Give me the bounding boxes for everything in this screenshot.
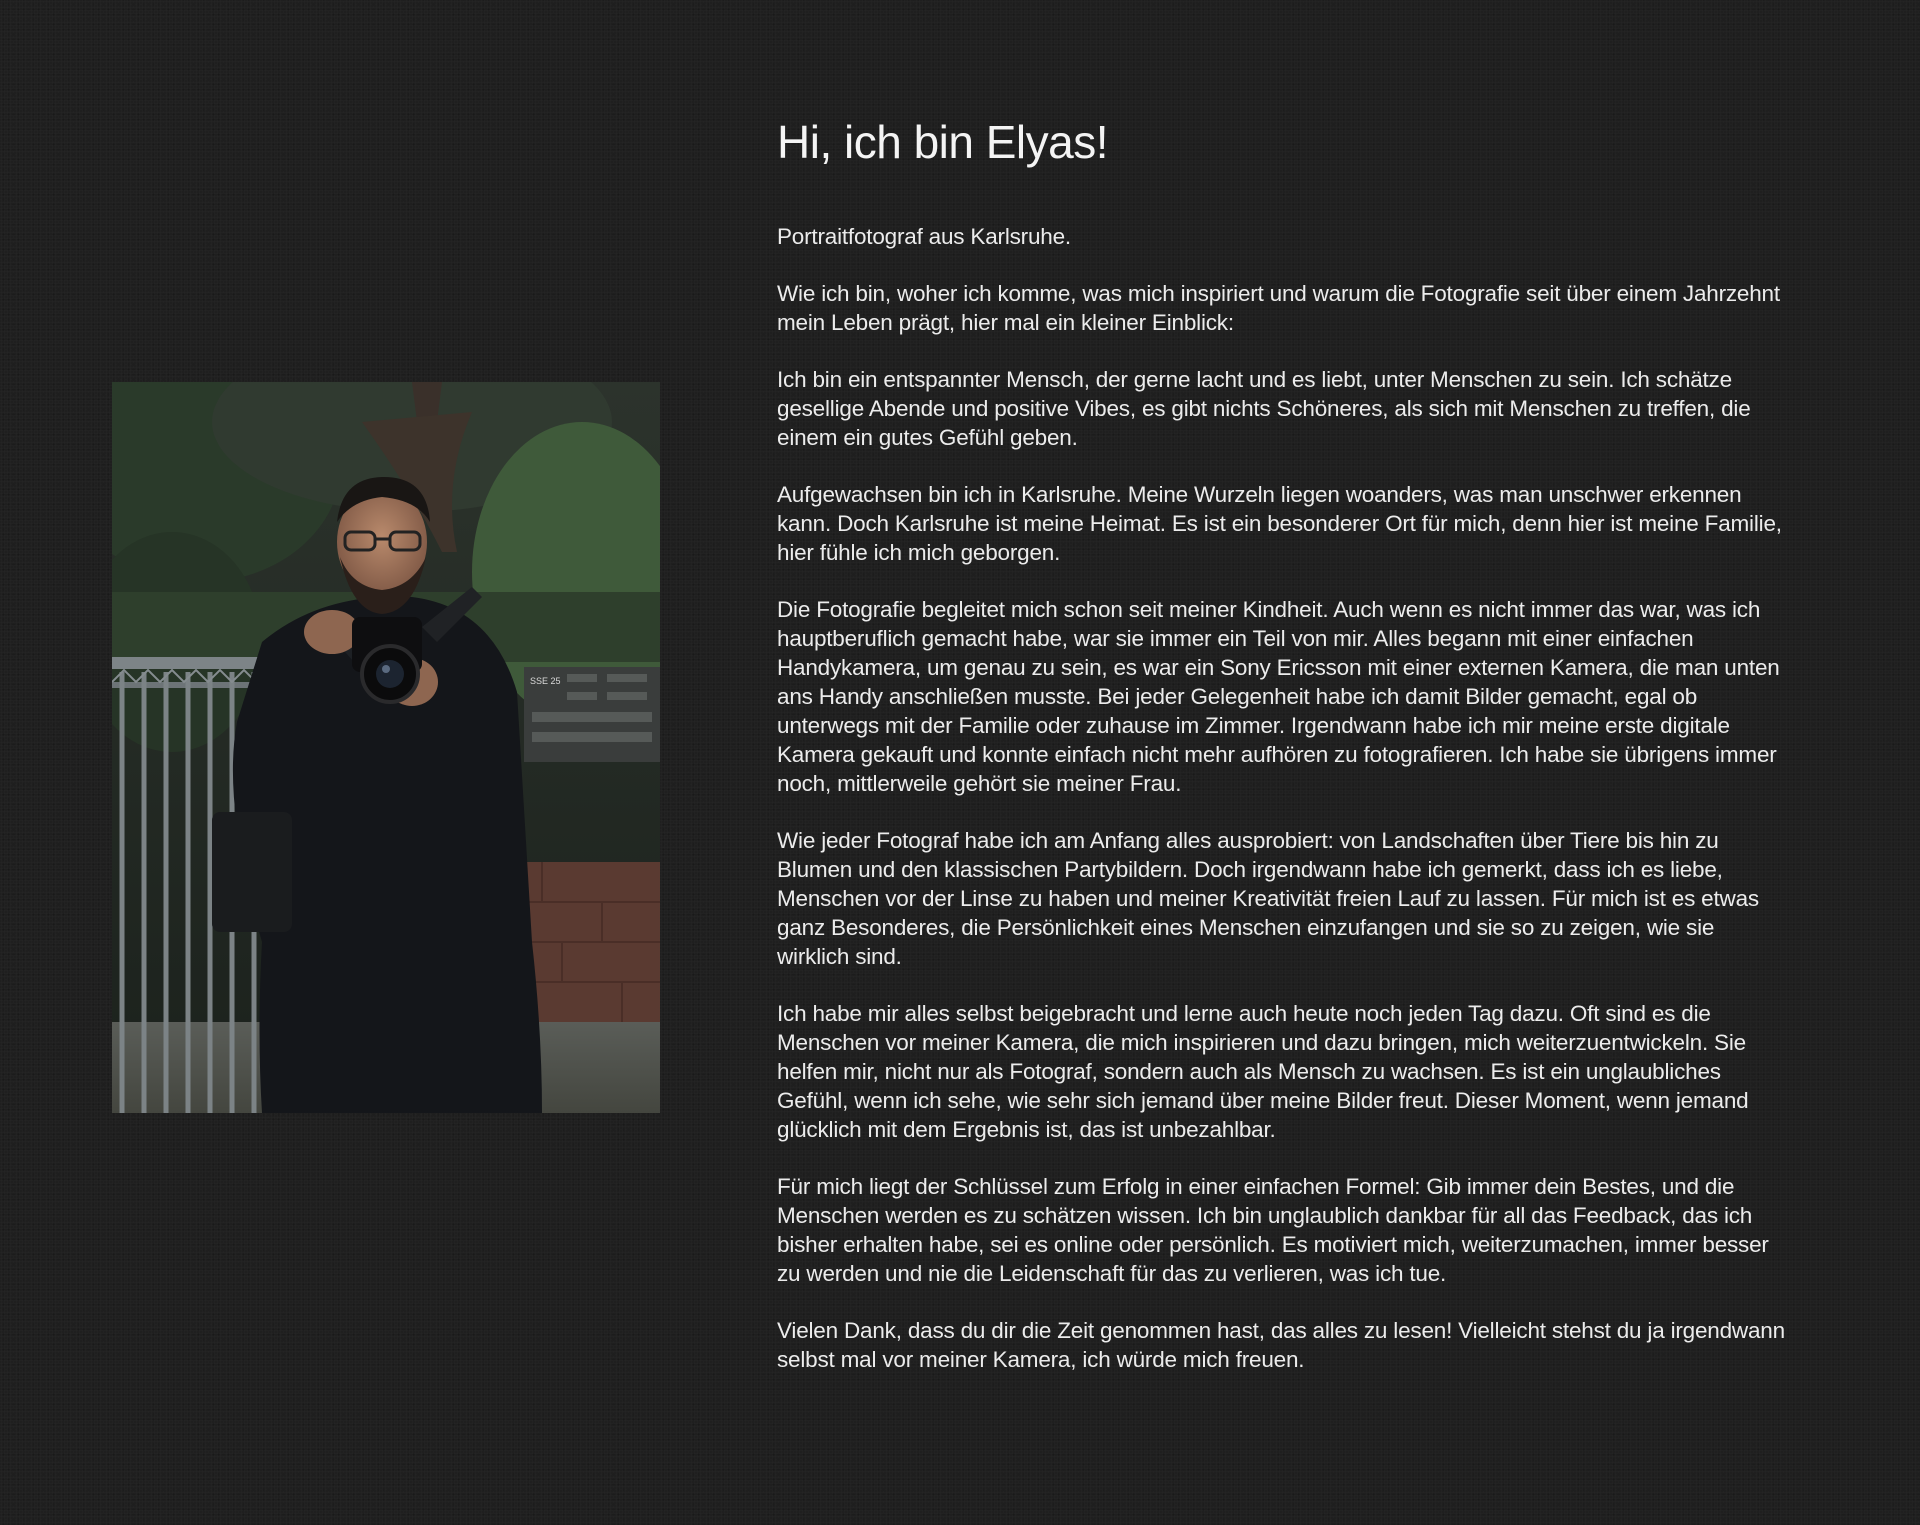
origin-paragraph: Aufgewachsen bin ich in Karlsruhe. Meine Wurzeln liegen woanders, was man unschwer erkennen kann. Doch Karlsruhe ist meine Heimat. Es ist ein besonderer Ort für mich, denn hier ist meine Familie, hier fühle ich mich geborgen. — [777, 482, 1782, 566]
personality-paragraph: Ich bin ein entspannter Mensch, der gerne lacht und es liebt, unter Menschen zu sein. Ich schätze gesellige Abende und positive Vibes, es gibt nichts Schöneres, als sich mit Menschen zu treffen, die einem ein gutes Gefühl geben. — [777, 367, 1751, 451]
photography-history-paragraph: Die Fotografie begleitet mich schon seit meiner Kindheit. Auch wenn es nicht immer das war, was ich hauptberuflich gemacht habe, war sie immer ein Teil von mir. Alles begann mit einer einfachen Handykamera, um genau zu sein, es war ein Sony Ericsson mit einer externen Kamera, die man unten ans Handy anschließen musste. Bei jeder Gelegenheit habe ich damit Bilder gemacht, egal ob unterwegs mit der Familie oder zuhause im Zimmer. Irgendwann habe ich mir meine erste digitale Kamera gekauft und konnte einfach nicht mehr aufhören zu fotografieren. Ich habe sie übrigens immer noch, mittlerweile gehört sie meiner Frau. — [777, 597, 1780, 797]
self-taught-paragraph: Ich habe mir alles selbst beigebracht und lerne auch heute noch jeden Tag dazu. Oft sind es die Menschen vor meiner Kamera, die mich inspirieren und dazu bringen, mich weiterzuentwickeln. Sie helfen mir, nicht nur als Fotograf, sondern auch als Mensch zu wachsen. Es ist ein unglaubliches Gefühl, wenn ich sehe, wie sehr sich jemand über meine Bilder freut. Dieser Moment, wenn jemand glücklich mit dem Ergebnis ist, das ist unbezahlbar. — [777, 1001, 1749, 1143]
about-content — [777, 115, 1787, 1402]
mailbox-sign: SSE 25 — [530, 676, 561, 686]
page-title: Hi, ich bin Elyas! — [777, 116, 1109, 168]
portrait-photo — [112, 382, 660, 1113]
intro-tagline: Portraitfotograf aus Karlsruhe. — [777, 224, 1071, 250]
thanks-paragraph: Vielen Dank, dass du dir die Zeit genommen hast, das alles zu lesen! Vielleicht stehst du ja irgendwann selbst mal vor meiner Kamera, ich würde mich freuen. — [777, 1318, 1785, 1373]
success-formula-paragraph: Für mich liegt der Schlüssel zum Erfolg in einer einfachen Formel: Gib immer dein Bestes, und die Menschen werden es zu schätzen wissen. Ich bin unglaublich dankbar für all das Feedback, das ich bisher erhalten habe, sei es online oder persönlich. Es motiviert mich, weiterzumachen, immer besser zu werden und nie die Leidenschaft für das zu verlieren, was ich tue. — [777, 1174, 1769, 1287]
portrait-photo-graphic — [112, 382, 660, 1113]
intro-paragraph: Wie ich bin, woher ich komme, was mich inspiriert und warum die Fotografie seit über einem Jahrzehnt mein Leben prägt, hier mal ein kleiner Einblick: — [777, 281, 1780, 336]
portrait-focus-paragraph: Wie jeder Fotograf habe ich am Anfang alles ausprobiert: von Landschaften über Tiere bis hin zu Blumen und den klassischen Partybildern. Doch irgendwann habe ich gemerkt, dass ich es liebe, Menschen vor der Linse zu haben und meiner Kreativität freien Lauf zu lassen. Für mich ist es etwas ganz Besonderes, die Persönlichkeit eines Menschen einzufangen und sie so zu zeigen, wie sie wirklich sind. — [777, 828, 1759, 970]
